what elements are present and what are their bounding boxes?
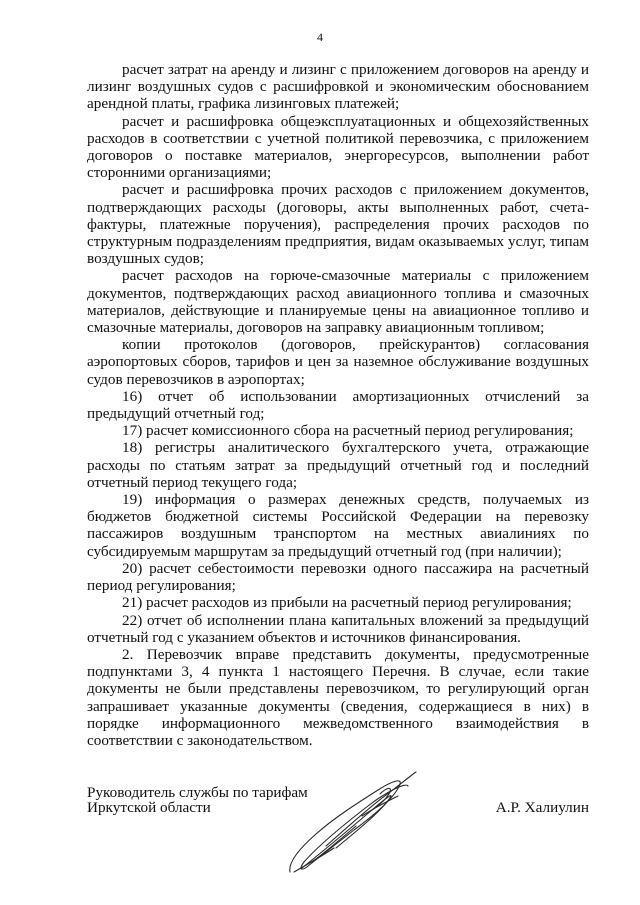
paragraph-item-21: 21) расчет расходов из прибыли на расчетный период регулирования; (122, 594, 572, 612)
page-number: 4 (317, 30, 323, 44)
paragraph-item-18: 18) регистры аналитического бухгалтерского учета, отражающие расходы по статьям затрат за предыдущий отчетный год и последний отчетный период текущего года; (87, 439, 589, 491)
paragraph-airport-fees: копии протоколов (договоров, прейскурантов) согласования аэропортовых сборов, тарифов и цен за наземное обслуживание воздушных судов перевозчиков в аэропортах; (87, 336, 589, 388)
signer-position (87, 785, 308, 815)
signer-name: А.Р. Халиулин (495, 799, 589, 816)
paragraph-item-19: 19) информация о размерах денежных средств, получаемых из бюджетов бюджетной системы Российской Федерации на перевозку пассажиров воздушным транспортом на местных авиалиниях по субсидируемым маршрутам за предыдущий отчетный год (при наличии); (87, 491, 589, 560)
signer-position-line-2: Иркутской области (87, 799, 211, 816)
handwritten-signature (282, 768, 422, 878)
paragraph-item-17: 17) расчет комиссионного сбора на расчетный период регулирования; (122, 422, 574, 440)
paragraph-other-costs: расчет и расшифровка прочих расходов с приложением документов, подтверждающих расходы (договоры, акты выполненных работ, счета-фактуры, платежные поручения), распределения прочих расходов по структурным подразделениям предприятия, видам оказываемых услуг, типам воздушных судов; (87, 181, 589, 268)
paragraph-section-2: 2. Перевозчик вправе представить документы, предусмотренные подпунктами 3, 4 пункта 1 настоящего Перечня. В случае, если такие документы не были представлены перевозчиком, то регулирующий орган запрашивает указанные документы (сведения, содержащиеся в них) в порядке информационного межведомственного взаимодействия в соответствии с законодательством. (87, 645, 589, 749)
signer-position-line-1: Руководитель службы по тарифам (87, 784, 308, 801)
paragraph-item-22: 22) отчет об исполнении плана капитальных вложений за предыдущий отчетный год с указанием объектов и источников финансирования. (87, 611, 589, 646)
paragraph-fuel-costs: расчет расходов на горюче-смазочные материалы с приложением документов, подтверждающих расход авиационного топлива и смазочных материалов, действующие и планируемые цены на авиационное топливо и смазочные материалы, договоров на заправку авиационным топливом; (87, 267, 589, 337)
paragraph-general-costs: расчет и расшифровка общеэксплуатационных и общехозяйственных расходов в соответствии с учетной политикой перевозчика, с приложением договоров о поставке материалов, энергоресурсов, выполнении работ сторонними организациями; (87, 112, 589, 182)
document-body (87, 61, 589, 749)
paragraph-item-16: 16) отчет об использовании амортизационных отчислений за предыдущий отчетный год; (87, 387, 589, 423)
paragraph-item-20: 20) расчет себестоимости перевозки одного пассажира на расчетный период регулирования; (87, 559, 589, 595)
paragraph-lease-costs: расчет затрат на аренду и лизинг с приложением договоров на аренду и лизинг воздушных судов с расшифровкой и экономическим обоснованием арендной платы, графика лизинговых платежей; (87, 61, 589, 113)
